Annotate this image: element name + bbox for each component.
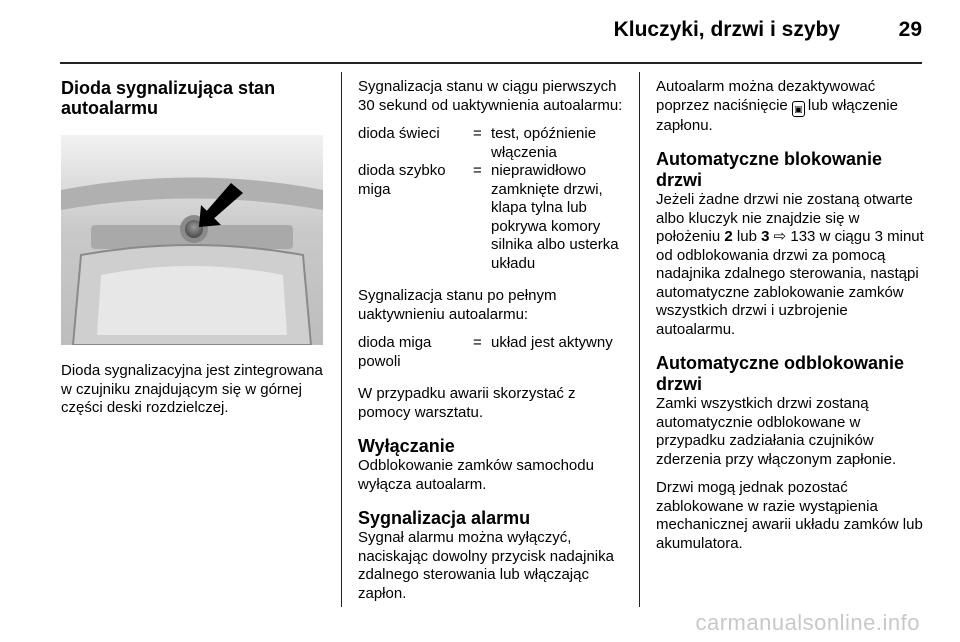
status-intro-first-30s: Sygnalizacja stanu w ciągu pierwszych 30 sekund od uaktywnienia autoalarmu: [358, 78, 623, 114]
deactivate-paragraph [656, 78, 926, 135]
deactivate-text-a: Autoalarm można dezaktywować poprzez naciśnięcie [656, 78, 876, 114]
dashboard-illustration [61, 135, 323, 345]
definition-term: dioda świeci [358, 125, 440, 142]
column-divider-2 [639, 72, 640, 607]
section-heading-switch-off: Wyłączanie [358, 436, 455, 456]
column-2 [358, 78, 628, 603]
deactivate-text-b: lub włączenie zapłonu. [656, 96, 898, 134]
column-3 [656, 78, 926, 553]
definition-equals: = [473, 125, 482, 142]
column-1 [61, 78, 327, 418]
auto-lock-paragraph [656, 191, 926, 339]
header-divider [60, 62, 922, 64]
auto-lock-lub: lub [736, 228, 757, 245]
figure-caption: Dioda sygnalizacyjna jest zintegrowana w czujniku znajdującym się w górnej części deski rozdzielczej. [61, 362, 323, 416]
definition-equals: = [473, 334, 482, 351]
definition-description: układ jest aktywny [491, 334, 613, 351]
column-divider-1 [341, 72, 342, 607]
page-reference: 133 [790, 228, 816, 245]
lock-key-icon: ▣ [792, 101, 805, 117]
section-heading-auto-unlock: Automatyczne odblokowanie drzwi [656, 353, 905, 394]
watermark: carmanualsonline.info [695, 610, 920, 635]
definition-description: nieprawidłowo zamknięte drzwi, klapa tylna lub pokrywa komory silnika albo usterka układu [491, 162, 619, 272]
section-heading-alarm-led: Dioda sygnalizująca stan autoalarmu [61, 78, 276, 118]
position-3: 3 [761, 228, 770, 245]
definition-row [358, 334, 628, 371]
status-intro-armed: Sygnalizacja stanu po pełnym uaktywnieniu autoalarmu: [358, 287, 557, 323]
definition-row [358, 125, 628, 162]
definition-term: dioda miga powoli [358, 334, 432, 370]
alarm-signal-paragraph: Sygnał alarmu można wyłączyć, naciskając dowolny przycisk nadajnika zdalnego sterowania lub włączając zapłon. [358, 529, 614, 602]
auto-lock-text-a: Jeżeli żadne drzwi nie zostaną otwarte albo kluczyk nie znajdzie się w położeniu [656, 191, 913, 245]
switch-off-paragraph: Odblokowanie zamków samochodu wyłącza autoalarm. [358, 457, 594, 493]
section-heading-auto-lock: Automatyczne blokowanie drzwi [656, 149, 883, 190]
auto-unlock-paragraph: Zamki wszystkich drzwi zostaną automatycznie odblokowane w przypadku zadziałania czujników zderzenia przy włączonym zapłonie. [656, 395, 897, 468]
position-2: 2 [724, 228, 733, 245]
auto-lock-text-b: w ciągu 3 minut od odblokowania drzwi za pomocą nadajnika zdalnego sterowania, nastąpi automatyczne zablokowanie zamków wszystkich drzwi i uzbrojenie autoalarmu. [656, 228, 924, 338]
definition-equals: = [473, 162, 482, 179]
page-reference-arrow-icon: ⇨ [773, 228, 787, 245]
definition-description: test, opóźnienie włączenia [491, 125, 597, 161]
page-number: 29 [898, 18, 922, 41]
definition-row [358, 162, 628, 273]
failure-paragraph: W przypadku awarii skorzystać z pomocy warsztatu. [358, 385, 576, 421]
dashboard-sensor-photo [61, 135, 323, 345]
page-header-title: Kluczyki, drzwi i szyby [613, 18, 840, 41]
remain-locked-paragraph: Drzwi mogą jednak pozostać zablokowane w razie wystąpienia mechanicznej awarii układu zamków lub akumulatora. [656, 479, 923, 552]
section-heading-alarm-signal: Sygnalizacja alarmu [358, 508, 531, 528]
definition-term: dioda szybko miga [358, 162, 446, 198]
